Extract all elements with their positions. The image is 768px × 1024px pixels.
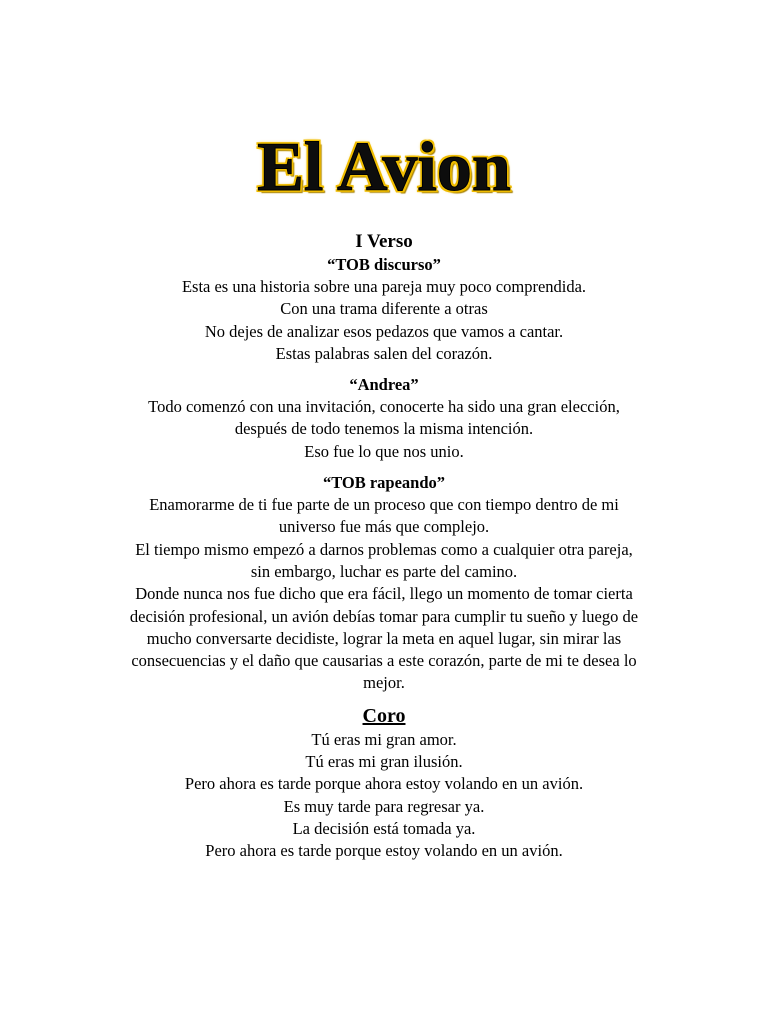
lyric-line: Estas palabras salen del corazón. bbox=[275, 343, 493, 363]
spacer bbox=[100, 365, 668, 374]
spacer bbox=[100, 463, 668, 472]
lyric-line: Pero ahora es tarde porque estoy volando en un avión. bbox=[205, 841, 563, 861]
lyric-line: mejor. bbox=[363, 673, 405, 693]
part-subtitle: “TOB discurso” bbox=[327, 255, 441, 274]
part-subtitle: “TOB rapeando” bbox=[322, 473, 446, 493]
verse-heading: I Verso bbox=[355, 231, 413, 252]
lyric-line: universo fue más que complejo. bbox=[278, 517, 490, 537]
lyric-line: Pero ahora es tarde porque ahora estoy volando en un avión. bbox=[184, 774, 584, 794]
lyric-line: Donde nunca nos fue dicho que era fácil, llego un momento de tomar cierta bbox=[135, 584, 633, 604]
chorus-section bbox=[100, 703, 668, 863]
lyric-line: consecuencias y el daño que causarias a este corazón, parte de mi te desea lo bbox=[131, 651, 637, 671]
lyric-line: Tú eras mi gran ilusión. bbox=[305, 752, 463, 772]
spacer bbox=[100, 695, 668, 703]
verse-part-tob-rapeando bbox=[100, 472, 668, 695]
lyric-line: mucho conversarte decidiste, lograr la meta en aquel lugar, sin mirar las bbox=[146, 628, 622, 648]
lyric-line: después de todo tenemos la misma intención. bbox=[234, 419, 534, 439]
lyric-line: Tú eras mi gran amor. bbox=[311, 729, 457, 749]
lyric-line: sin embargo, luchar es parte del camino. bbox=[250, 561, 518, 581]
lyric-line: No dejes de analizar esos pedazos que vamos a cantar. bbox=[204, 321, 564, 341]
lyric-line: Eso fue lo que nos unio. bbox=[304, 441, 464, 461]
lyric-line: decisión profesional, un avión debías tomar para cumplir tu sueño y luego de bbox=[129, 606, 639, 626]
verse-part-tob-discurso bbox=[100, 254, 668, 365]
lyric-line: Todo comenzó con una invitación, conocerte ha sido una gran elección, bbox=[148, 397, 620, 417]
lyric-line: La decisión está tomada ya. bbox=[292, 818, 476, 838]
part-subtitle: “Andrea” bbox=[349, 375, 419, 395]
verse-part-andrea bbox=[100, 374, 668, 463]
chorus-heading: Coro bbox=[362, 704, 406, 727]
lyrics-body bbox=[100, 230, 668, 863]
document-title: El Avion bbox=[257, 129, 511, 206]
lyric-line: Es muy tarde para regresar ya. bbox=[283, 796, 485, 816]
lyric-line: El tiempo mismo empezó a darnos problemas como a cualquier otra pareja, bbox=[135, 539, 633, 559]
lyric-line: Esta es una historia sobre una pareja muy poco comprendida. bbox=[181, 277, 587, 296]
lyric-line: Enamorarme de ti fue parte de un proceso que con tiempo dentro de mi bbox=[149, 495, 619, 515]
lyric-line: Con una trama diferente a otras bbox=[280, 299, 488, 319]
